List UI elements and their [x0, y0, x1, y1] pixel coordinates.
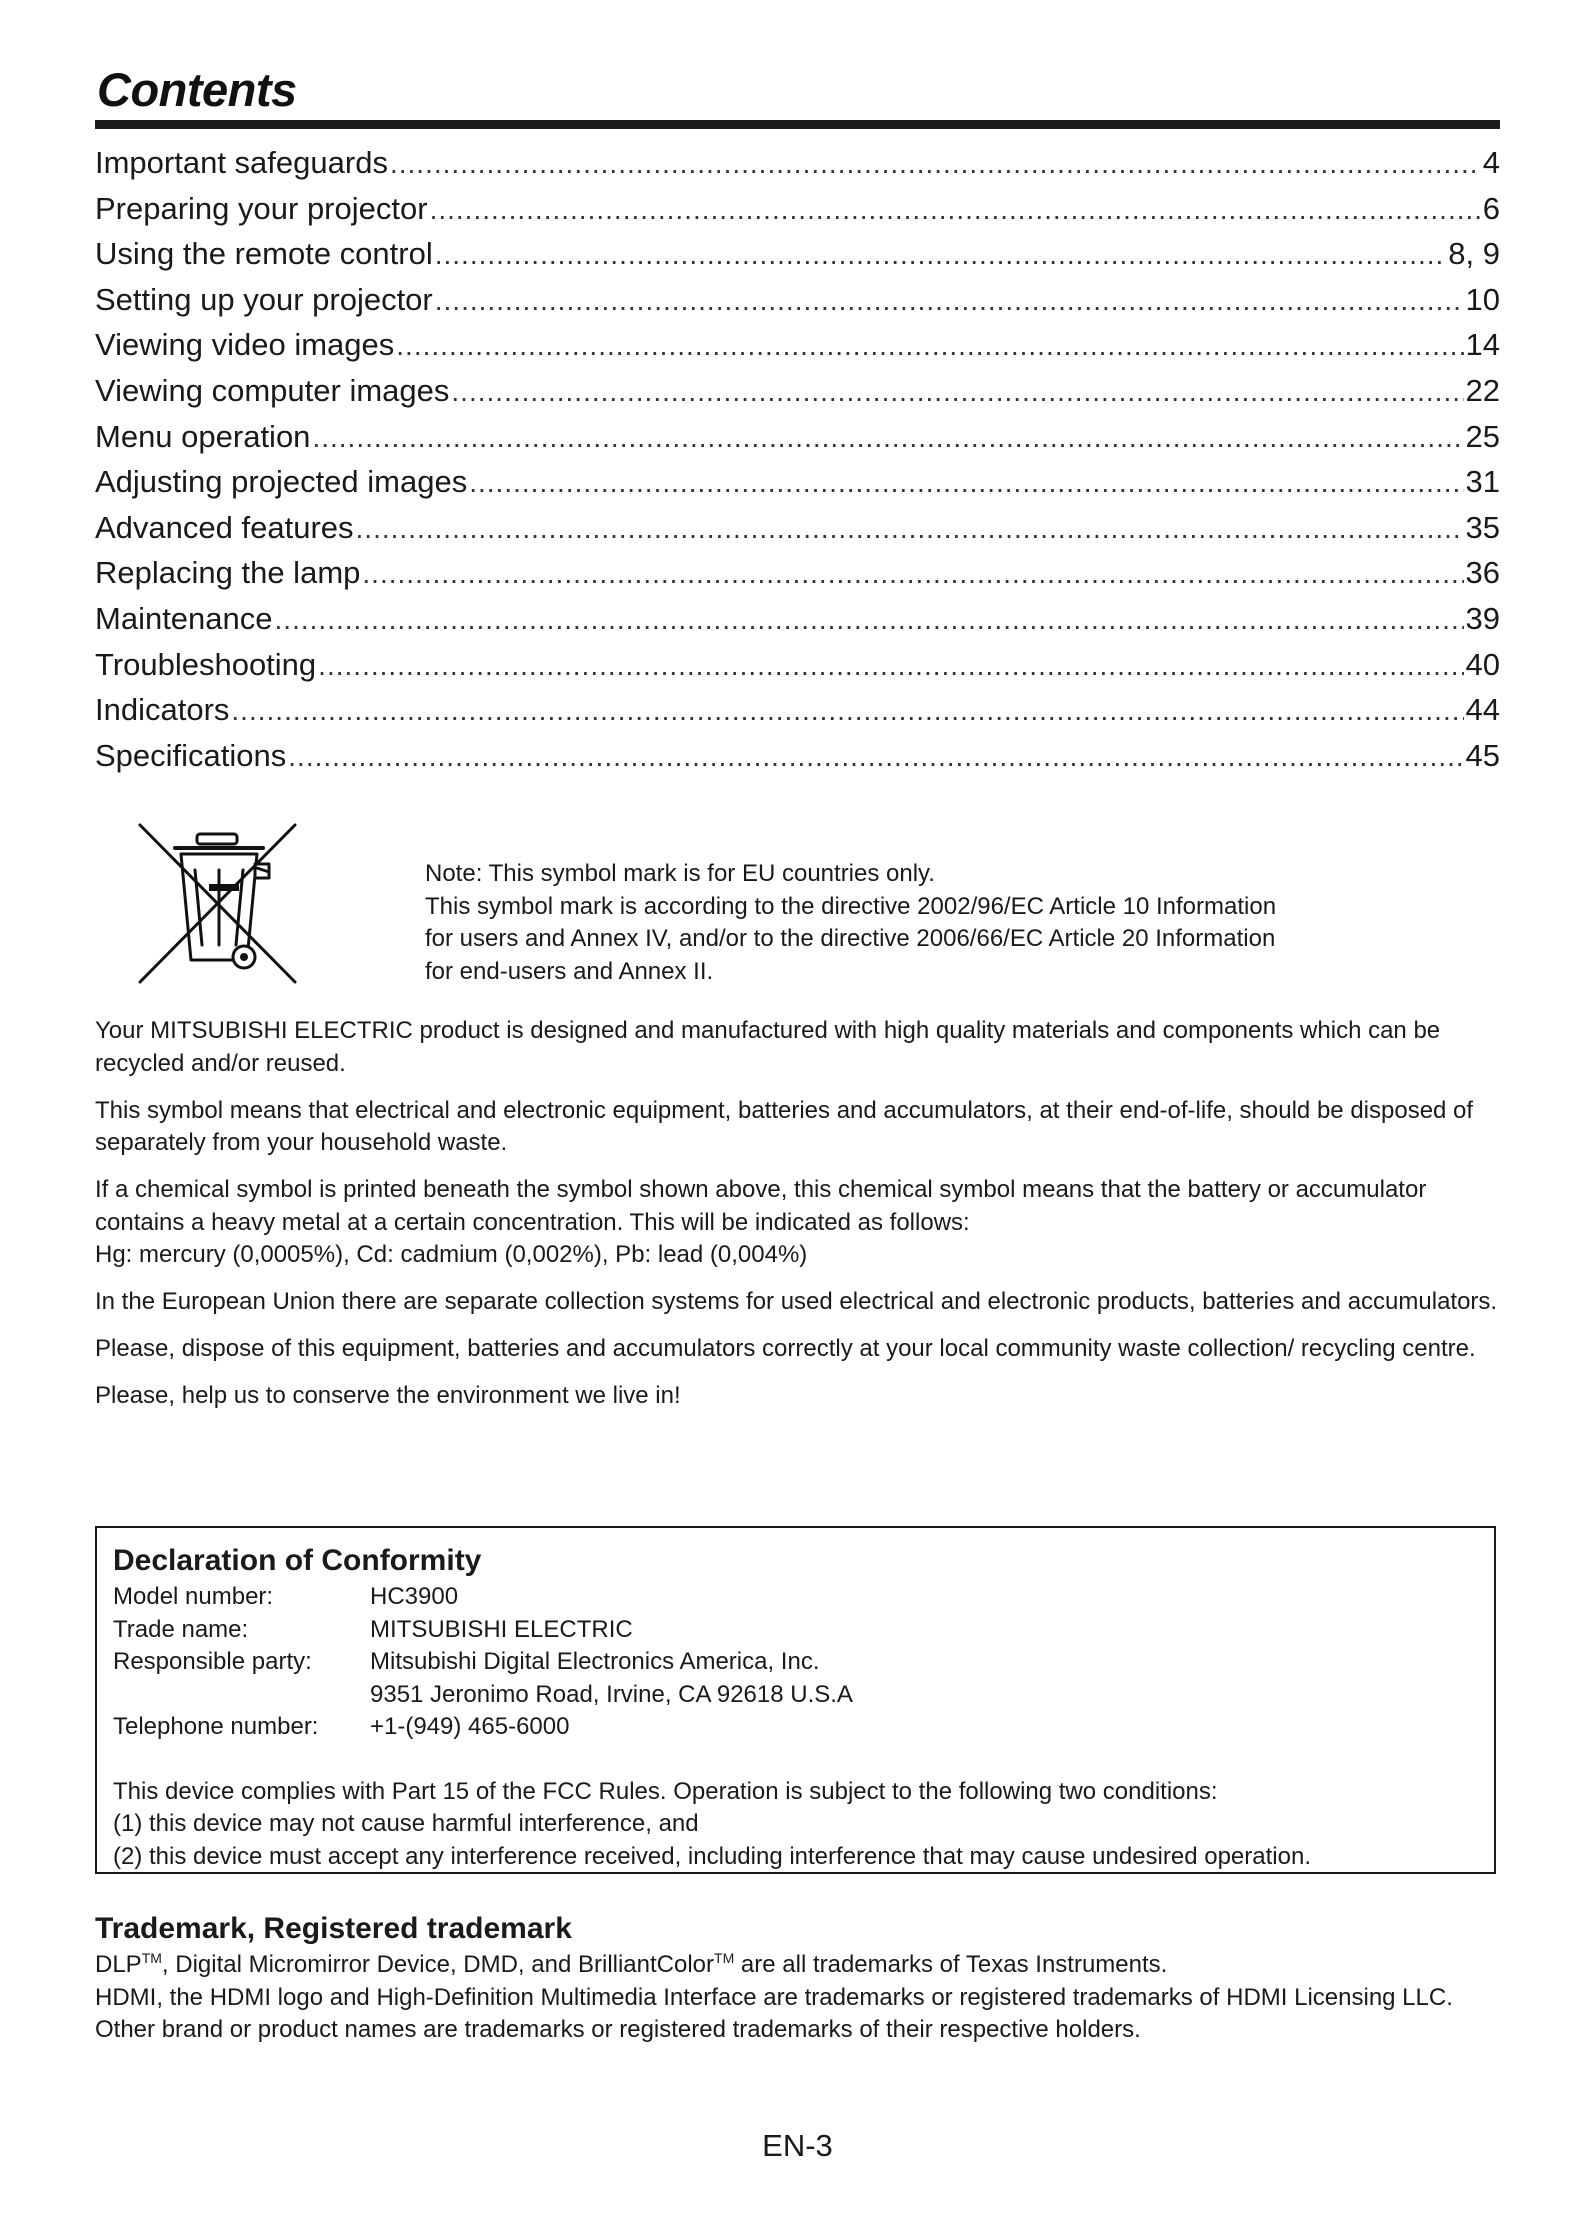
- toc-entry-page: 6: [1482, 190, 1500, 226]
- toc-leader-dots: [231, 695, 1463, 727]
- recycling-paragraph: In the European Union there are separate collection systems for used electrical and electronic products, batteries and accumulators.: [95, 1288, 1498, 1315]
- toc-entry-label: Important safeguards: [95, 145, 388, 180]
- toc-entry-label: Maintenance: [95, 600, 273, 636]
- toc-entry[interactable]: [95, 419, 1500, 465]
- fcc-compliance-line: This device complies with Part 15 of the FCC Rules. Operation is subject to the following two conditions:: [113, 1777, 1218, 1805]
- declaration-of-conformity-box: [95, 1526, 1496, 1874]
- toc-entry-label: Menu operation: [95, 418, 311, 454]
- trade-name-row: [113, 1614, 1483, 1647]
- toc-entry[interactable]: [95, 282, 1500, 328]
- toc-leader-dots: [396, 330, 1463, 362]
- recycling-information: [95, 1015, 1500, 1427]
- toc-entry-label: Specifications: [95, 737, 287, 773]
- empty-label: [113, 1679, 370, 1712]
- toc-leader-dots: [469, 467, 1463, 499]
- weee-note-line: This symbol mark is according to the directive 2002/96/EC Article 10 Information: [425, 892, 1277, 920]
- toc-leader-dots: [435, 285, 1464, 317]
- toc-entry-page: 36: [1465, 555, 1500, 591]
- trademark-section: [95, 1910, 1500, 2047]
- toc-leader-dots: [430, 194, 1481, 226]
- responsible-party-address: 9351 Jeronimo Road, Irvine, CA 92618 U.S.A: [370, 1680, 853, 1708]
- table-of-contents: [95, 145, 1500, 783]
- toc-leader-dots: [312, 422, 1463, 454]
- toc-entry-label: Viewing computer images: [95, 372, 450, 408]
- recycling-paragraph: Your MITSUBISHI ELECTRIC product is designed and manufactured with high quality materials and components which can be recycled and/or reused.: [95, 1017, 1441, 1077]
- toc-entry-label: Viewing video images: [95, 327, 395, 363]
- recycling-paragraph: Please, help us to conserve the environment we live in!: [95, 1382, 681, 1409]
- toc-entry-page: 22: [1465, 372, 1500, 408]
- toc-leader-dots: [275, 604, 1464, 636]
- toc-entry-label: Setting up your projector: [95, 281, 433, 317]
- trademark-title: Trademark, Registered trademark: [95, 1912, 572, 1945]
- toc-entry-label: Indicators: [95, 692, 230, 728]
- trademark-line: [95, 1949, 1500, 1982]
- trade-name-value: MITSUBISHI ELECTRIC: [370, 1615, 633, 1643]
- toc-entry-page: 10: [1465, 281, 1500, 317]
- toc-entry[interactable]: [95, 191, 1500, 237]
- model-number-label: Model number:: [113, 1583, 274, 1610]
- page-title: Contents: [97, 63, 297, 116]
- toc-entry[interactable]: [95, 692, 1500, 738]
- toc-entry-label: Replacing the lamp: [95, 555, 361, 591]
- crossed-out-wheelie-bin-icon: [135, 820, 300, 988]
- telephone-row: [113, 1711, 1483, 1744]
- toc-entry-label: Adjusting projected images: [95, 464, 468, 500]
- toc-leader-dots: [288, 741, 1463, 773]
- weee-note-line: for users and Annex IV, and/or to the directive 2006/66/EC Article 20 Information: [425, 925, 1276, 952]
- trademark-line: HDMI, the HDMI logo and High-Definition Multimedia Interface are trademarks or registered trademarks of HDMI Licensing LLC.: [95, 1983, 1453, 2011]
- toc-entry[interactable]: [95, 236, 1500, 282]
- toc-leader-dots: [318, 650, 1463, 682]
- toc-entry-page: 35: [1465, 509, 1500, 545]
- trade-name-label: Trade name:: [113, 1615, 249, 1643]
- recycling-paragraph: [95, 1095, 1500, 1160]
- fcc-compliance: [113, 1776, 1483, 1874]
- declaration-content: [113, 1542, 1483, 1873]
- toc-entry[interactable]: [95, 373, 1500, 419]
- toc-entry[interactable]: [95, 555, 1500, 601]
- telephone-label: Telephone number:: [113, 1713, 319, 1740]
- toc-entry[interactable]: [95, 327, 1500, 373]
- trademark-line: Other brand or product names are trademarks or registered trademarks of their respective holders.: [95, 2016, 1141, 2043]
- responsible-party-value: Mitsubishi Digital Electronics America, Inc.: [370, 1648, 820, 1675]
- dlp-text: DLP: [95, 1951, 142, 1978]
- toc-leader-dots: [435, 239, 1447, 271]
- weee-note: [425, 858, 1465, 988]
- toc-entry[interactable]: [95, 510, 1500, 556]
- toc-entry-page: 4: [1482, 145, 1500, 180]
- recycling-paragraph: [95, 1174, 1500, 1272]
- fcc-compliance-line: (1) this device may not cause harmful interference, and: [113, 1810, 699, 1837]
- toc-leader-dots: [356, 513, 1464, 545]
- model-number-value: HC3900: [370, 1583, 459, 1610]
- toc-leader-dots: [451, 376, 1463, 408]
- toc-entry-label: Using the remote control: [95, 236, 433, 272]
- responsible-party-row: [113, 1646, 1483, 1679]
- toc-entry-page: 44: [1465, 692, 1500, 728]
- responsible-party-address-row: [113, 1679, 1483, 1712]
- fcc-compliance-line: (2) this device must accept any interference received, including interference that may cause undesired operation.: [113, 1842, 1311, 1870]
- toc-entry-page: 45: [1465, 737, 1500, 773]
- toc-entry[interactable]: [95, 601, 1500, 647]
- toc-entry-page: 40: [1465, 646, 1500, 682]
- trademark-text: are all trademarks of Texas Instruments.: [734, 1951, 1168, 1978]
- toc-leader-dots: [362, 558, 1463, 590]
- model-number-row: [113, 1581, 1483, 1614]
- toc-entry[interactable]: [95, 738, 1500, 784]
- responsible-party-label: Responsible party:: [113, 1648, 312, 1675]
- telephone-value: +1-(949) 465-6000: [370, 1713, 570, 1740]
- page-number: EN-3: [762, 2128, 833, 2163]
- trademark-text: , Digital Micromirror Device, DMD, and BrilliantColor: [161, 1951, 715, 1978]
- toc-entry[interactable]: [95, 464, 1500, 510]
- weee-note-line: Note: This symbol mark is for EU countries only.: [425, 860, 935, 887]
- toc-entry-label: Advanced features: [95, 509, 354, 545]
- toc-entry-label: Troubleshooting: [95, 646, 317, 682]
- toc-leader-dots: [390, 148, 1481, 180]
- toc-entry[interactable]: [95, 145, 1500, 191]
- declaration-title: Declaration of Conformity: [113, 1544, 482, 1577]
- chemical-symbol-text: This symbol means that electrical and electronic equipment, batteries and accumulators, at their end-of-life, should be disposed of separately from your household waste.: [95, 1096, 1474, 1156]
- toc-entry[interactable]: [95, 647, 1500, 693]
- tm-mark: TM: [714, 1950, 735, 1966]
- toc-entry-page: 14: [1465, 327, 1500, 363]
- toc-entry-page: 31: [1465, 464, 1500, 500]
- toc-entry-page: 25: [1465, 418, 1500, 454]
- heavy-metal-concentrations: Hg: mercury (0,0005%), Cd: cadmium (0,002%), Pb: lead (0,004%): [95, 1241, 808, 1268]
- tm-mark: TM: [141, 1950, 162, 1966]
- toc-entry-label: Preparing your projector: [95, 190, 428, 226]
- weee-note-line: for end-users and Annex II.: [425, 957, 714, 985]
- toc-entry-page: 8, 9: [1448, 236, 1500, 272]
- recycling-paragraph: Please, dispose of this equipment, batteries and accumulators correctly at your local community waste collection/ recycling centre.: [95, 1335, 1476, 1362]
- title-rule: [95, 120, 1500, 129]
- toc-entry-page: 39: [1465, 600, 1500, 636]
- chemical-symbol-text: If a chemical symbol is printed beneath the symbol shown above, this chemical symbol means that the battery or accumulator contains a heavy metal at a certain concentration. This will be indicated as follows:: [95, 1176, 1427, 1236]
